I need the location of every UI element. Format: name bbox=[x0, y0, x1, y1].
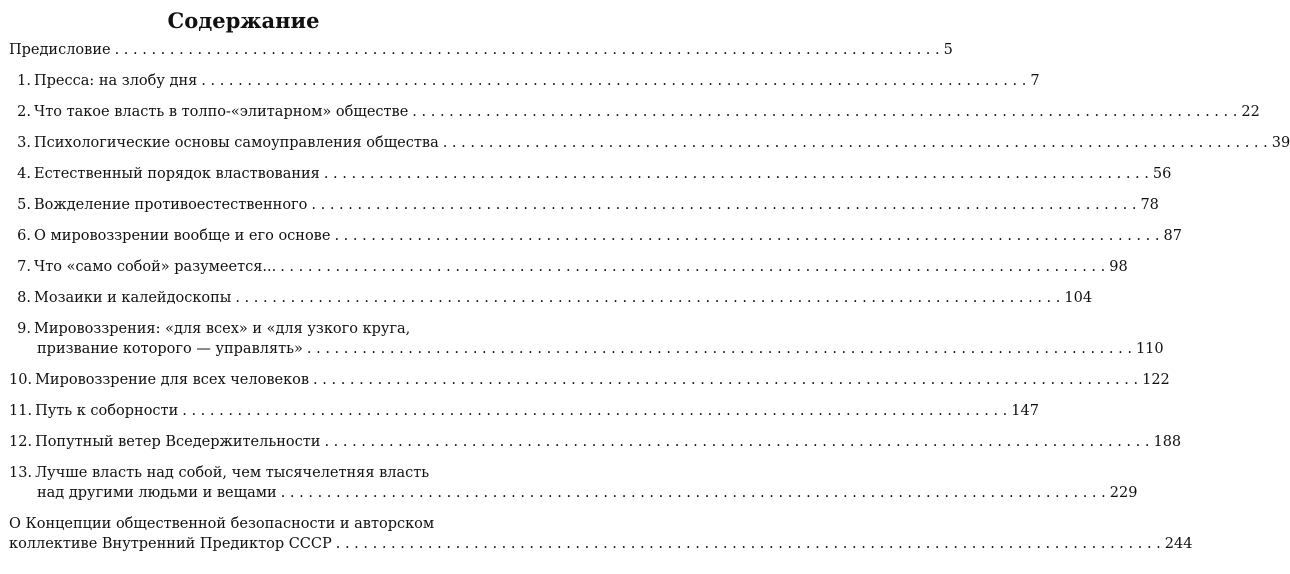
toc-entry[interactable] bbox=[9, 514, 1193, 554]
toc-entry-line bbox=[9, 463, 478, 483]
toc-spacer bbox=[9, 421, 478, 432]
dot-leader bbox=[336, 534, 1161, 554]
toc-entry-text: О Концепции общественной безопасности и авторском bbox=[9, 516, 435, 532]
dot-leader bbox=[115, 40, 940, 60]
toc-entry-line-last bbox=[9, 432, 1182, 452]
dot-leader bbox=[324, 432, 1149, 452]
toc-spacer bbox=[9, 503, 478, 514]
dot-leader bbox=[307, 339, 1132, 359]
toc-spacer bbox=[9, 91, 478, 102]
toc-page-number: 229 bbox=[1109, 485, 1138, 501]
toc-entry-title bbox=[9, 465, 429, 481]
toc-entry-text: коллективе Внутренний Предиктор СССР bbox=[9, 536, 332, 552]
toc-entry-title bbox=[9, 516, 434, 532]
toc-entry-number: 12. bbox=[9, 434, 33, 450]
toc-entry-title bbox=[9, 102, 408, 122]
toc-entry[interactable] bbox=[9, 102, 1260, 122]
toc-spacer bbox=[9, 277, 478, 288]
toc-entry-title bbox=[9, 321, 410, 337]
dot-leader bbox=[281, 483, 1106, 503]
toc-entry-line-last bbox=[9, 40, 953, 60]
toc-entry-line-last bbox=[9, 71, 1040, 91]
toc-entry-line-last bbox=[9, 339, 1164, 359]
toc-page-number: 78 bbox=[1140, 197, 1159, 213]
toc-page-number: 122 bbox=[1142, 372, 1170, 388]
toc-spacer bbox=[9, 60, 478, 71]
toc-entry-line-last bbox=[9, 226, 1182, 246]
toc-entry[interactable] bbox=[9, 432, 1182, 452]
toc-spacer bbox=[9, 390, 478, 401]
dot-leader bbox=[182, 401, 1007, 421]
toc-entry-text: О мировоззрении вообще и его основе bbox=[34, 228, 331, 244]
toc-page-number: 87 bbox=[1163, 228, 1182, 244]
dot-leader bbox=[311, 195, 1136, 215]
toc-entry-number: 8. bbox=[17, 290, 31, 306]
toc-entry-text: Мозаики и калейдоскопы bbox=[34, 290, 232, 306]
toc-page-number: 188 bbox=[1153, 434, 1182, 450]
toc-page-number: 39 bbox=[1271, 135, 1290, 151]
toc-spacer bbox=[9, 153, 478, 164]
toc-entry[interactable] bbox=[9, 195, 1159, 215]
toc-entry-number: 2. bbox=[17, 104, 31, 120]
toc-spacer bbox=[9, 452, 478, 463]
toc-entry-title bbox=[9, 133, 439, 153]
toc-entry[interactable] bbox=[9, 401, 1039, 421]
toc-spacer bbox=[9, 246, 478, 257]
page-title: Содержание bbox=[167, 8, 320, 33]
toc-entry-title bbox=[9, 534, 332, 554]
toc-spacer bbox=[9, 184, 478, 195]
toc-entry-text: Естественный порядок властвования bbox=[34, 166, 320, 182]
toc-entry-text: над другими людьми и вещами bbox=[37, 485, 277, 501]
dot-leader bbox=[443, 133, 1268, 153]
toc-entry-title bbox=[9, 226, 330, 246]
toc-entry-text: Мировоззрения: «для всех» и «для узкого круга, bbox=[34, 321, 411, 337]
toc-entry-line-last bbox=[9, 257, 1128, 277]
toc-entry[interactable] bbox=[9, 164, 1172, 184]
toc-entry-text: Пресса: на злобу дня bbox=[34, 73, 198, 89]
toc-entry-line-last bbox=[9, 370, 1170, 390]
toc-entry[interactable] bbox=[9, 463, 1138, 503]
toc-page-number: 56 bbox=[1152, 166, 1172, 182]
toc-entry[interactable] bbox=[9, 133, 1290, 153]
toc-entry-title bbox=[9, 40, 111, 60]
toc-entry-text: Что такое власть в толпо-«элитарном» обществе bbox=[34, 104, 409, 120]
dot-leader bbox=[334, 226, 1159, 246]
toc-spacer bbox=[9, 308, 478, 319]
toc-entry-number: 11. bbox=[9, 403, 33, 419]
toc-entry-number: 7. bbox=[17, 259, 31, 275]
toc-entry[interactable] bbox=[9, 319, 1164, 359]
dot-leader bbox=[324, 164, 1149, 184]
toc-page-number: 22 bbox=[1241, 104, 1260, 120]
toc-spacer bbox=[9, 215, 478, 226]
toc-entry-title bbox=[9, 432, 320, 452]
toc-entry-title bbox=[9, 164, 320, 184]
toc-spacer bbox=[9, 359, 478, 370]
toc-entry-line-last bbox=[9, 288, 1093, 308]
toc-entry[interactable] bbox=[9, 370, 1170, 390]
dot-leader bbox=[235, 288, 1060, 308]
toc-entry-line bbox=[9, 319, 478, 339]
toc-entry-line-last bbox=[9, 483, 1138, 503]
toc-entry-title bbox=[9, 288, 231, 308]
toc-entry-number: 5. bbox=[17, 197, 31, 213]
toc-entry-line-last bbox=[9, 133, 1290, 153]
toc-entry-number: 4. bbox=[17, 166, 31, 182]
toc-entry[interactable] bbox=[9, 257, 1128, 277]
toc-entry-title bbox=[9, 401, 178, 421]
dot-leader bbox=[201, 71, 1026, 91]
toc-entry-line bbox=[9, 514, 478, 534]
toc-entry-line-last bbox=[9, 195, 1159, 215]
toc-page-number: 7 bbox=[1030, 73, 1040, 89]
toc-entry-title bbox=[9, 339, 303, 359]
toc-page-number: 147 bbox=[1011, 403, 1039, 419]
toc-page-number: 104 bbox=[1064, 290, 1093, 306]
toc-entry-number: 9. bbox=[17, 321, 31, 337]
toc-entry-text: Предисловие bbox=[9, 42, 111, 58]
toc-entry-number: 10. bbox=[9, 372, 33, 388]
toc-entry[interactable] bbox=[9, 40, 953, 60]
toc-entry-line-last bbox=[9, 102, 1260, 122]
toc-entry-text: Лучше власть над собой, чем тысячелетняя власть bbox=[35, 465, 430, 481]
toc-entry[interactable] bbox=[9, 71, 1040, 91]
toc-entry-text: Мировоззрение для всех человеков bbox=[35, 372, 310, 388]
toc-entry-line-last bbox=[9, 164, 1172, 184]
toc-entry-number: 3. bbox=[17, 135, 31, 151]
toc-entry-text: призвание которого — управлять» bbox=[37, 341, 303, 357]
toc-spacer bbox=[9, 122, 478, 133]
toc-entry-title bbox=[9, 370, 309, 390]
dot-leader bbox=[412, 102, 1237, 122]
toc-entry-line-last bbox=[9, 401, 1039, 421]
toc-entry[interactable] bbox=[9, 226, 1182, 246]
toc-entry-text: Психологические основы самоуправления общества bbox=[34, 135, 439, 151]
toc-entry-number: 1. bbox=[17, 73, 31, 89]
dot-leader bbox=[313, 370, 1138, 390]
toc-entry-number: 13. bbox=[9, 465, 33, 481]
toc-entry-number: 6. bbox=[17, 228, 31, 244]
toc-entry-text: Вожделение противоестественного bbox=[34, 197, 308, 213]
toc-entry-line-last bbox=[9, 534, 1193, 554]
toc-entry-title bbox=[9, 483, 277, 503]
toc-page-number: 244 bbox=[1164, 536, 1193, 552]
toc-entry-title bbox=[9, 195, 307, 215]
dot-leader bbox=[280, 257, 1105, 277]
toc-list bbox=[9, 40, 1290, 554]
toc-entry-text: Попутный ветер Вседержительности bbox=[35, 434, 321, 450]
toc-page-number: 5 bbox=[943, 42, 953, 58]
toc-page-number: 98 bbox=[1109, 259, 1128, 275]
toc-entry-title bbox=[9, 257, 276, 277]
toc-entry-text: Путь к соборности bbox=[35, 403, 179, 419]
toc-entry-title bbox=[9, 71, 197, 91]
toc-entry[interactable] bbox=[9, 288, 1093, 308]
toc-entry-text: Что «само собой» разумеется... bbox=[34, 259, 277, 275]
toc-page-number: 110 bbox=[1135, 341, 1164, 357]
